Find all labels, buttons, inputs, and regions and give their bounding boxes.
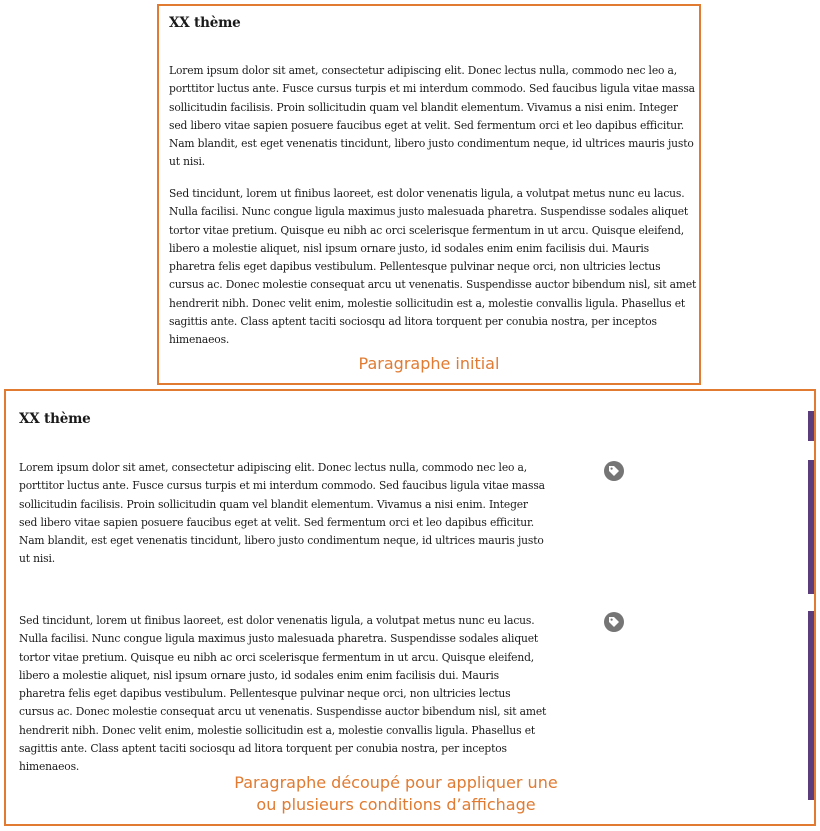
tag-icon-glyph [608,465,620,477]
heading-block-marker [808,411,814,441]
paragraph-block-1: Lorem ipsum dolor sit amet, consectetur adipiscing elit. Donec lectus nulla, commodo nec leo a, porttitor luctus ante. Fusce cursus turpis et mi interdum commodo. Sed faucibus ligula vitae massa sollicitudin facilisis. Proin sollicitudin quam vel blandit elementum. Vivamus a nisi enim. Integer sed libero vitae sapien posuere faucibus eget at velit. Sed fermentum orci et leo dapibus efficitur. Nam blandit, est eget venenatis tincidunt, libero justo condimentum neque, id ultrices mauris justo ut nisi. [19,461,545,566]
paragraph-2: Sed tincidunt, lorem ut finibus laoreet, est dolor venenatis ligula, a volutpat metus nunc eu lacus. Nulla facilisi. Nunc congue ligula maximus justo malesuada pharetra. Suspendisse sodales aliquet tortor vitae pretium. Quisque eu nibh ac orci scelerisque fermentum in ut arcu. Quisque eleifend, libero a molestie aliquet, nisl ipsum ornare justo, id sodales enim enim facilisis dui. Mauris pharetra felis eget dapibus vestibulum. Pellentesque pulvinar neque orci, non ultricies lectus cursus ac. Donec molestie consequat arcu ut venenatis. Suspendisse auctor bibendum nisl, sit amet hendrerit nibh. Donec velit enim, molestie sollicitudin est a, molestie convallis ligula. Phasellus et sagittis ante. Class aptent taciti sociosqu ad litora torquent per conubia nostra, per inceptos himenaeos. [169,187,697,347]
tag-icon[interactable] [604,461,624,481]
paragraph-block-1-marker [808,460,814,594]
paragraph-block-2: Sed tincidunt, lorem ut finibus laoreet, est dolor venenatis ligula, a volutpat metus nunc eu lacus. Nulla facilisi. Nunc congue ligula maximus justo malesuada pharetra. Suspendisse sodales aliquet tortor vitae pretium. Quisque eu nibh ac orci scelerisque fermentum in ut arcu. Quisque eleifend, libero a molestie aliquet, nisl ipsum ornare justo, id sodales enim enim facilisis dui. Mauris pharetra felis eget dapibus vestibulum. Pellentesque pulvinar neque orci, non ultricies lectus cursus ac. Donec molestie consequat arcu ut venenatis. Suspendisse auctor bibendum nisl, sit amet hendrerit nibh. Donec velit enim, molestie sollicitudin est a, molestie convallis ligula. Phasellus et sagittis ante. Class aptent taciti sociosqu ad litora torquent per conubia nostra, per inceptos himenaeos. [19,614,547,774]
paragraph-1: Lorem ipsum dolor sit amet, consectetur adipiscing elit. Donec lectus nulla, commodo nec leo a, porttitor luctus ante. Fusce cursus turpis et mi interdum commodo. Sed faucibus ligula vitae massa sollicitudin facilisis. Proin sollicitudin quam vel blandit elementum. Vivamus a nisi enim. Integer sed libero vitae sapien posuere faucibus eget at velit. Sed fermentum orci et leo dapibus efficitur. Nam blandit, est eget venenatis tincidunt, libero justo condimentum neque, id ultrices mauris justo ut nisi. [169,64,695,169]
tag-icon[interactable] [604,612,624,632]
section-heading: XX thème [19,411,91,427]
split-paragraph-panel [4,389,816,826]
caption-split: Paragraphe découpé pour appliquer une ou plusieurs conditions d’affichage [234,773,558,814]
paragraph-block-2-marker [808,611,814,800]
initial-paragraph-panel [157,4,701,385]
caption-initial: Paragraphe initial [358,354,500,373]
section-heading: XX thème [169,15,241,31]
tag-icon-glyph [608,616,620,628]
